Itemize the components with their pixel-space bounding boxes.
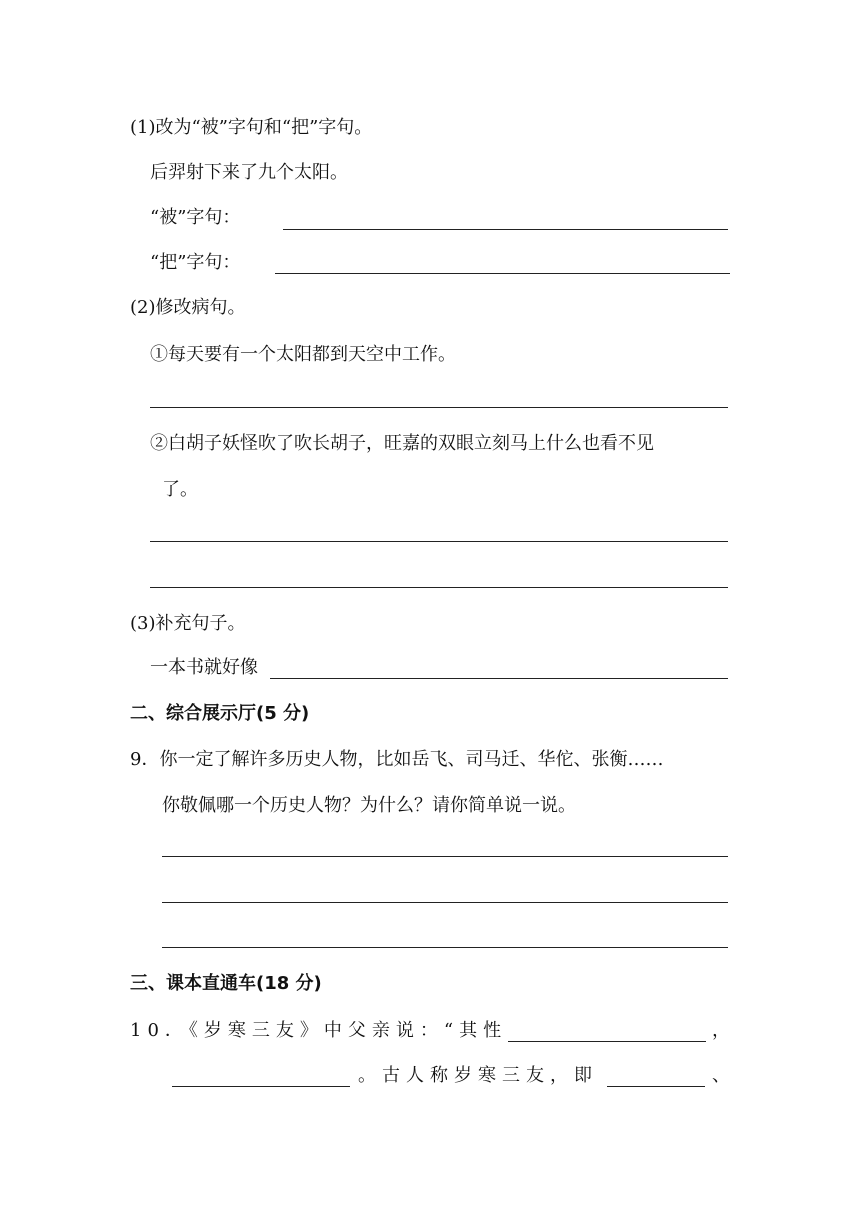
correction-line-1[interactable] [150, 407, 728, 408]
q8-part3-heading: (3)补充句子。 [130, 613, 246, 634]
q8-part2-heading: (2)修改病句。 [130, 297, 246, 318]
bei-sentence-label: “被”字句： [150, 207, 241, 228]
q10-blank-1[interactable] [508, 1041, 706, 1042]
q8-part1-heading: (1)改为“被”字句和“把”字句。 [130, 117, 373, 138]
ba-sentence-label: “把”字句： [150, 252, 241, 273]
section-3-title: 三、课本直通车(18 分) [130, 973, 322, 994]
q9-line1: 9．你一定了解许多历史人物，比如岳飞、司马迁、华佗、张衡…… [130, 749, 664, 770]
ba-sentence-answer-line[interactable] [275, 273, 730, 274]
q8-part1-sentence: 后羿射下来了九个太阳。 [150, 162, 348, 183]
complete-sentence-prompt: 一本书就好像 [150, 657, 258, 678]
q10-line2-mid: 。古人称岁寒三友，即 [358, 1065, 598, 1086]
section-2-title: 二、综合展示厅(5 分) [130, 703, 310, 724]
q10-line2-end: 、 [712, 1065, 730, 1086]
q9-line2: 你敬佩哪一个历史人物？为什么？请你简单说一说。 [162, 795, 576, 816]
faulty-sentence-2-line1: ②白胡子妖怪吹了吹长胡子，旺嘉的双眼立刻马上什么也看不见 [150, 433, 654, 454]
q9-answer-line-1[interactable] [162, 856, 728, 857]
faulty-sentence-2-line2: 了。 [162, 479, 198, 500]
q10-blank-3[interactable] [607, 1086, 705, 1087]
q10-line1-end: ， [712, 1020, 730, 1041]
correction-line-2b[interactable] [150, 587, 728, 588]
q10-line1-start: 10．《岁寒三友》中父亲说：“其性 [130, 1020, 508, 1041]
q9-answer-line-2[interactable] [162, 902, 728, 903]
faulty-sentence-1: ①每天要有一个太阳都到天空中工作。 [150, 344, 456, 365]
q10-blank-2[interactable] [172, 1086, 350, 1087]
bei-sentence-answer-line[interactable] [283, 229, 728, 230]
complete-sentence-answer-line[interactable] [270, 678, 728, 679]
correction-line-2a[interactable] [150, 541, 728, 542]
q9-answer-line-3[interactable] [162, 947, 728, 948]
